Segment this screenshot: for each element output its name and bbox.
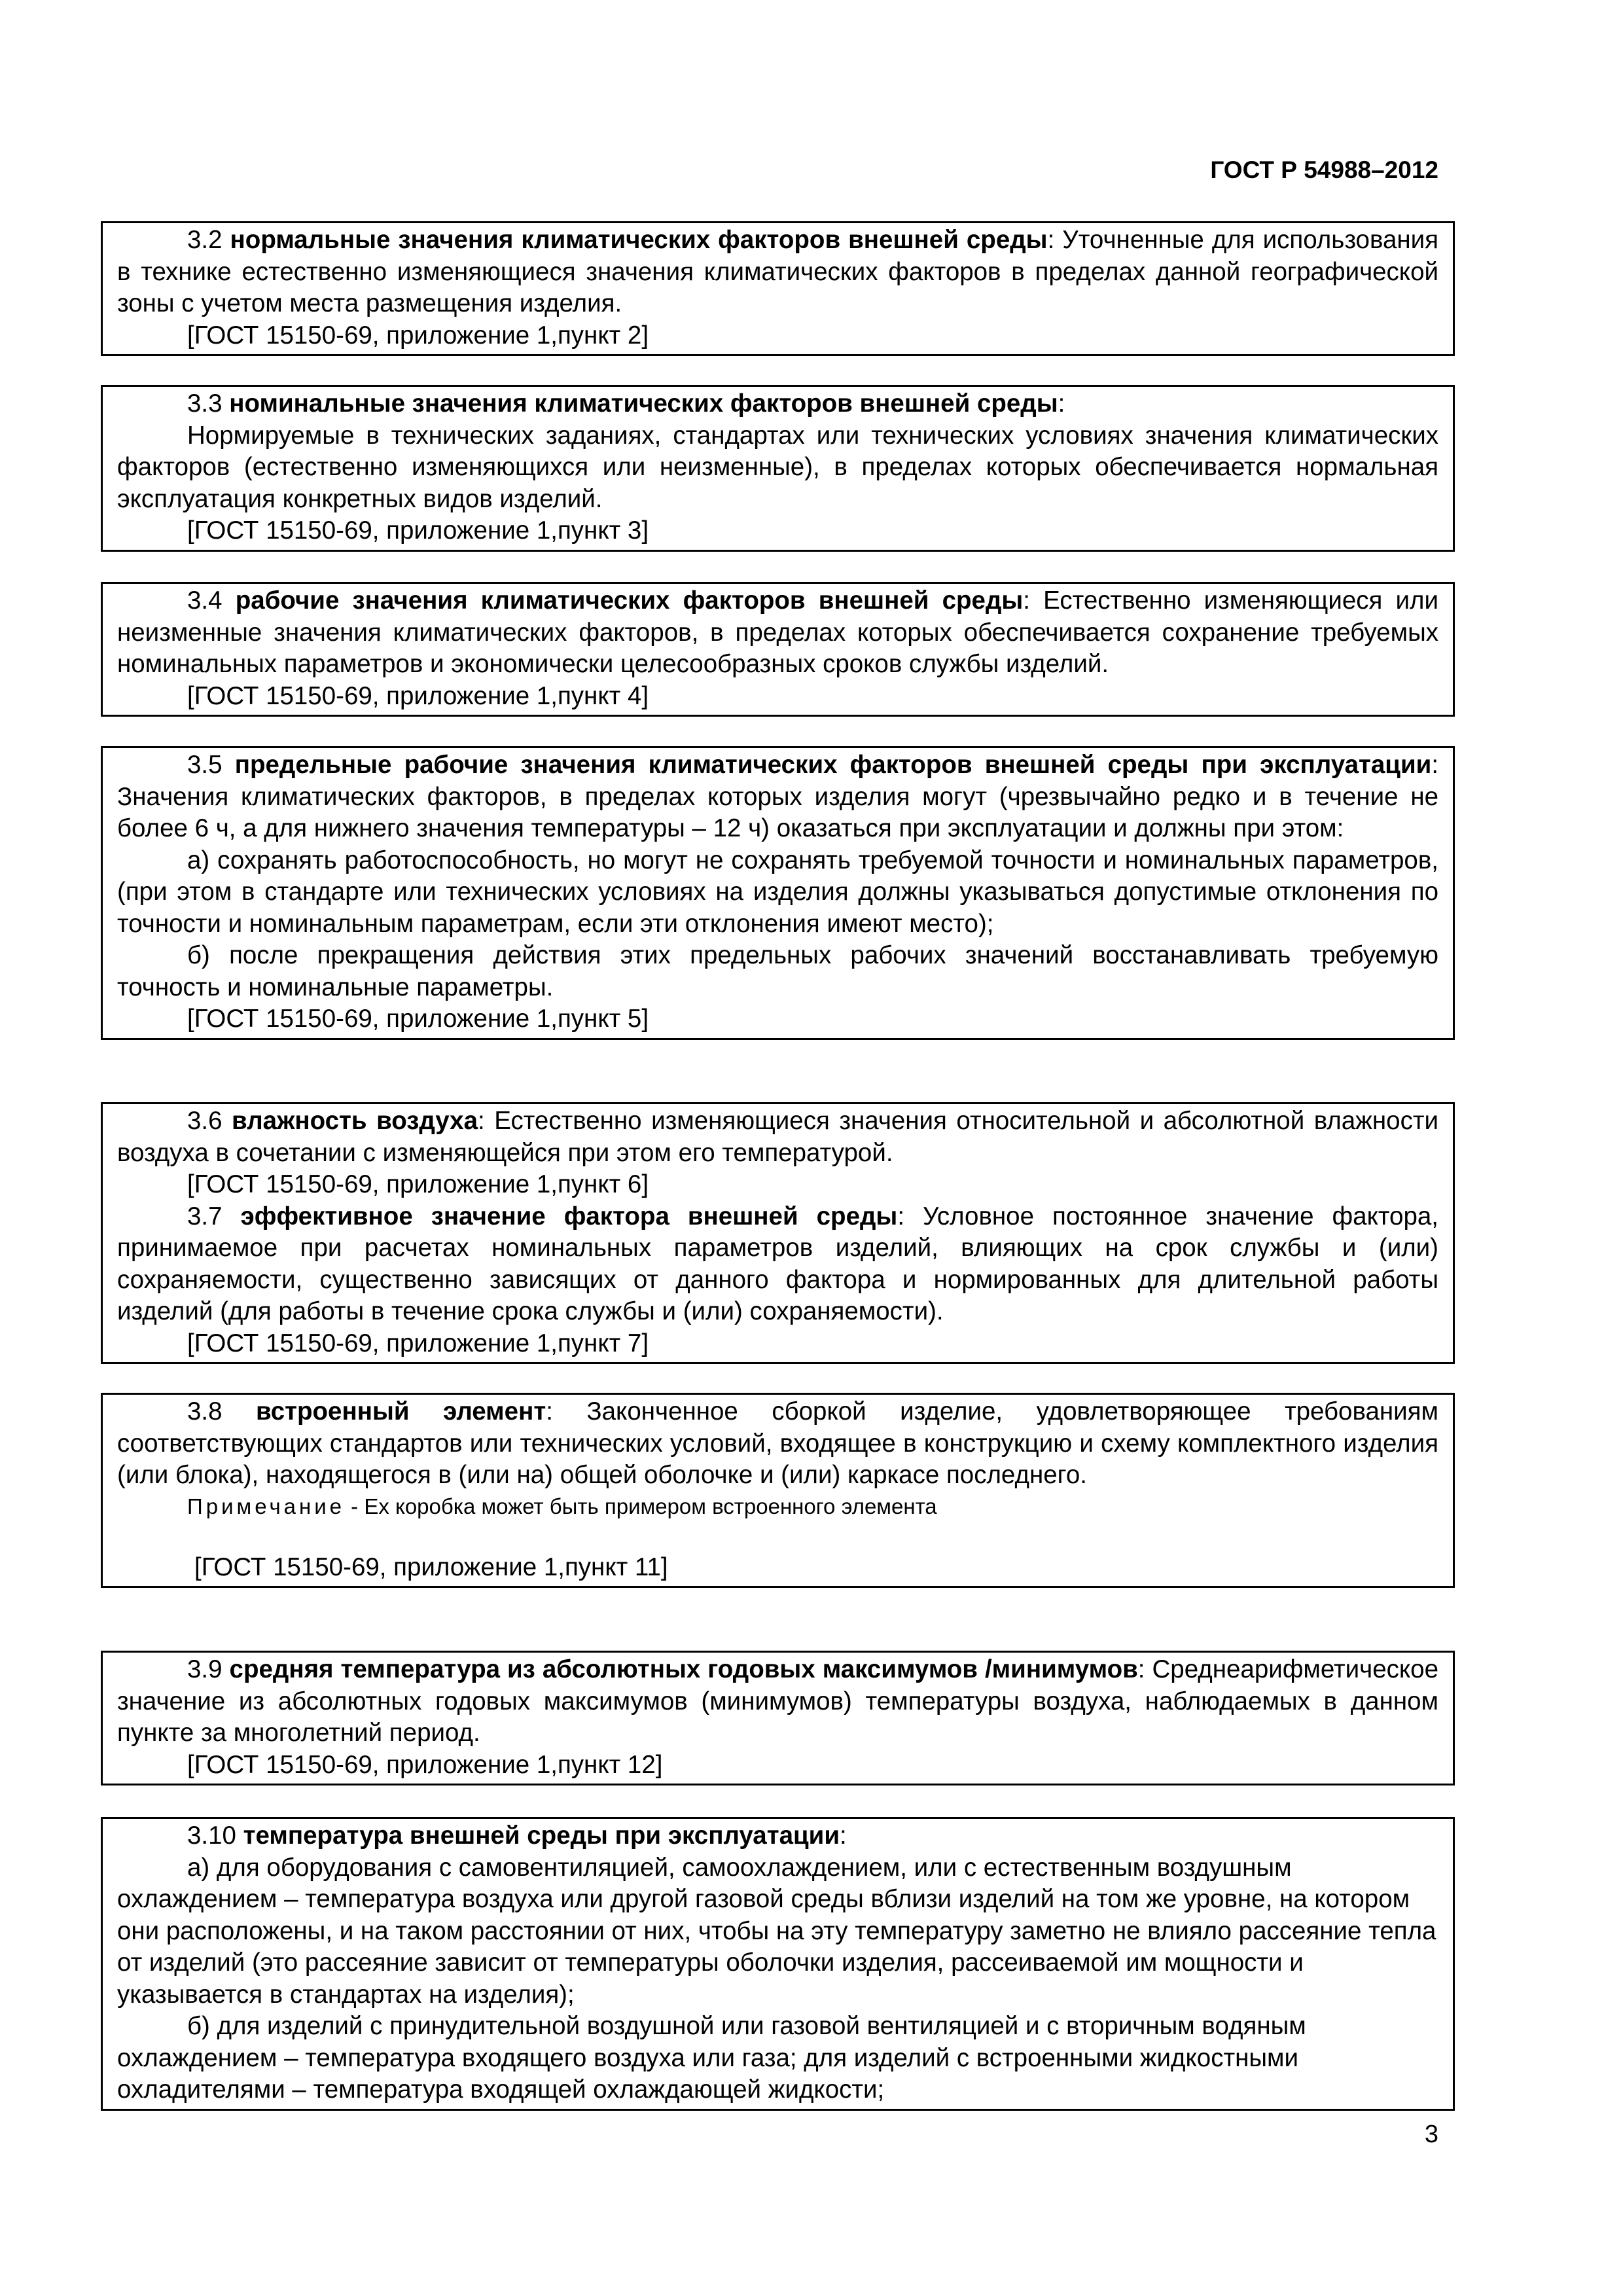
colon: : <box>1047 226 1055 254</box>
note-text: - Ex коробка может быть примером встроенного элемента <box>345 1494 937 1518</box>
definition: Нормируемые в технических заданиях, стандартах или технических условиях значения климатических факторов (естественно изменяющихся или неизменные), в пределах которых обеспечивается нормальная эксплуатация конкретных видов изделий. <box>117 421 1438 513</box>
colon: : <box>897 1202 905 1230</box>
source-reference: [ГОСТ 15150-69, приложение 1,пункт 4] <box>187 681 649 710</box>
definition-3-2 <box>101 221 1455 356</box>
term: температура внешней среды при эксплуатации <box>243 1821 840 1850</box>
note <box>117 1492 1438 1522</box>
colon: : <box>546 1397 553 1426</box>
source-reference: [ГОСТ 15150-69, приложение 1,пункт 6] <box>187 1170 649 1198</box>
list-item-b: б) после прекращения действия этих предельных рабочих значений восстанавливать требуемую точность и номинальные параметры. <box>117 941 1438 1001</box>
source-reference: [ГОСТ 15150-69, приложение 1,пункт 11] <box>194 1552 668 1581</box>
term: нормальные значения климатических факторов внешней среды <box>230 226 1048 254</box>
definition-text <box>117 1105 1438 1169</box>
clause-number: 3.8 <box>187 1397 223 1426</box>
page-number: 3 <box>1424 2121 1438 2148</box>
list-item-b: б) для изделий с принудительной воздушной или газовой вентиляцией и с вторичным водяным охлаждением – температура входящего воздуха или газа; для изделий с встроенными жидкостными охладителями – температура входящей охлаждающей жидкости; <box>117 2012 1306 2104</box>
definition: Условное постоянное значение фактора, принимаемое при расчетах номинальных параметров изделий, влияющих на срок службы и (или) сохраняемости, существенно зависящих от данного фактора и нормированных для длительной работы изделий (для работы в течение срока службы и (или) сохраняемости). <box>117 1202 1438 1325</box>
source-reference: [ГОСТ 15150-69, приложение 1,пункт 5] <box>187 1005 649 1033</box>
document-number: ГОСТ Р 54988–2012 <box>1210 156 1438 183</box>
definition-3-6-3-7 <box>101 1102 1455 1364</box>
colon: : <box>478 1107 485 1135</box>
note-label: Примечание <box>187 1494 346 1518</box>
definition-text <box>117 749 1438 845</box>
spacer <box>117 1522 1438 1552</box>
colon: : <box>1137 1655 1145 1683</box>
definition: Естественно изменяющиеся или неизменные значения климатических факторов, в пределах которых обеспечивается сохранение требуемых номинальных параметров и экономически целесообразных сроков службы изделий. <box>117 586 1438 678</box>
term: эффективное значение фактора внешней среды <box>240 1202 898 1230</box>
clause-number: 3.6 <box>187 1107 223 1135</box>
definition-text <box>117 1654 1438 1749</box>
source-reference: [ГОСТ 15150-69, приложение 1,пункт 2] <box>187 321 649 350</box>
term: влажность воздуха <box>232 1107 478 1135</box>
definition-heading <box>117 388 1438 420</box>
term: встроенный элемент <box>256 1397 546 1426</box>
list-item-a: а) для оборудования с самовентиляцией, самоохлаждением, или с естественным воздушным охлаждением – температура воздуха или другой газовой среды вблизи изделий на том же уровне, на котором они расположены, и на таком расстоянии от них, чтобы на эту температуру заметно не влияло рассеяние тепла от изделий (это рассеяние зависит от температуры оболочки изделия, рассеиваемой им мощности и указывается в стандартах на изделия); <box>117 1853 1436 2009</box>
definition: Уточненные для использования в технике естественно изменяющиеся значения климатических факторов в пределах данной географической зоны с учетом места размещения изделия. <box>117 226 1438 317</box>
definition: Законченное сборкой изделие, удовлетворяющее требованиям соответствующих стандартов или технических условий, входящее в конструкцию и схему комплектного изделия (или блока), находящегося в (или на) общей оболочке и (или) каркасе последнего. <box>117 1397 1438 1489</box>
definition: Среднеарифметическое значение из абсолютных годовых максимумов (минимумов) температуры воздуха, наблюдаемых в данном пункте за многолетний период. <box>117 1655 1438 1747</box>
definition-3-4 <box>101 582 1455 717</box>
definition-3-3 <box>101 385 1455 552</box>
definition-heading <box>117 1820 1438 1852</box>
term: предельные рабочие значения климатических факторов внешней среды при эксплуатации <box>234 751 1432 779</box>
source-reference: [ГОСТ 15150-69, приложение 1,пункт 3] <box>187 516 649 545</box>
term: номинальные значения климатических факторов внешней среды <box>229 389 1058 418</box>
source-reference: [ГОСТ 15150-69, приложение 1,пункт 12] <box>187 1750 663 1779</box>
colon: : <box>840 1821 847 1850</box>
term: средняя температура из абсолютных годовых максимумов /минимумов <box>229 1655 1138 1683</box>
colon: : <box>1023 586 1030 615</box>
definition: Естественно изменяющиеся значения относительной и абсолютной влажности воздуха в сочетании с изменяющейся при этом его температурой. <box>117 1107 1438 1167</box>
clause-number: 3.9 <box>187 1655 223 1683</box>
clause-number: 3.4 <box>187 586 223 615</box>
clause-number: 3.10 <box>187 1821 236 1850</box>
colon: : <box>1431 751 1439 779</box>
clause-number: 3.3 <box>187 389 223 418</box>
definition-text <box>117 1201 1438 1328</box>
list-item-a: а) сохранять работоспособность, но могут не сохранять требуемой точности и номинальных параметров, (при этом в стандарте или технических условиях на изделия должны указываться допустимые отклонения по точности и номинальным параметрам, если эти отклонения имеют место); <box>117 846 1438 938</box>
clause-number: 3.5 <box>187 751 223 779</box>
definition-text <box>117 585 1438 681</box>
definition-text <box>117 224 1438 320</box>
definition: Значения климатических факторов, в пределах которых изделия могут (чрезвычайно редко и в течение не более 6 ч, а для нижнего значения температуры – 12 ч) оказаться при эксплуатации и должны при этом: <box>117 782 1438 842</box>
term: рабочие значения климатических факторов внешней среды <box>235 586 1024 615</box>
colon: : <box>1058 389 1065 418</box>
definition-3-9 <box>101 1651 1455 1785</box>
clause-number: 3.2 <box>187 226 223 254</box>
clause-number: 3.7 <box>187 1202 223 1230</box>
definition-3-8 <box>101 1393 1455 1588</box>
source-reference: [ГОСТ 15150-69, приложение 1,пункт 7] <box>187 1329 649 1357</box>
definition-text <box>117 1396 1438 1492</box>
definition-3-10 <box>101 1817 1455 2111</box>
definition-3-5 <box>101 746 1455 1040</box>
